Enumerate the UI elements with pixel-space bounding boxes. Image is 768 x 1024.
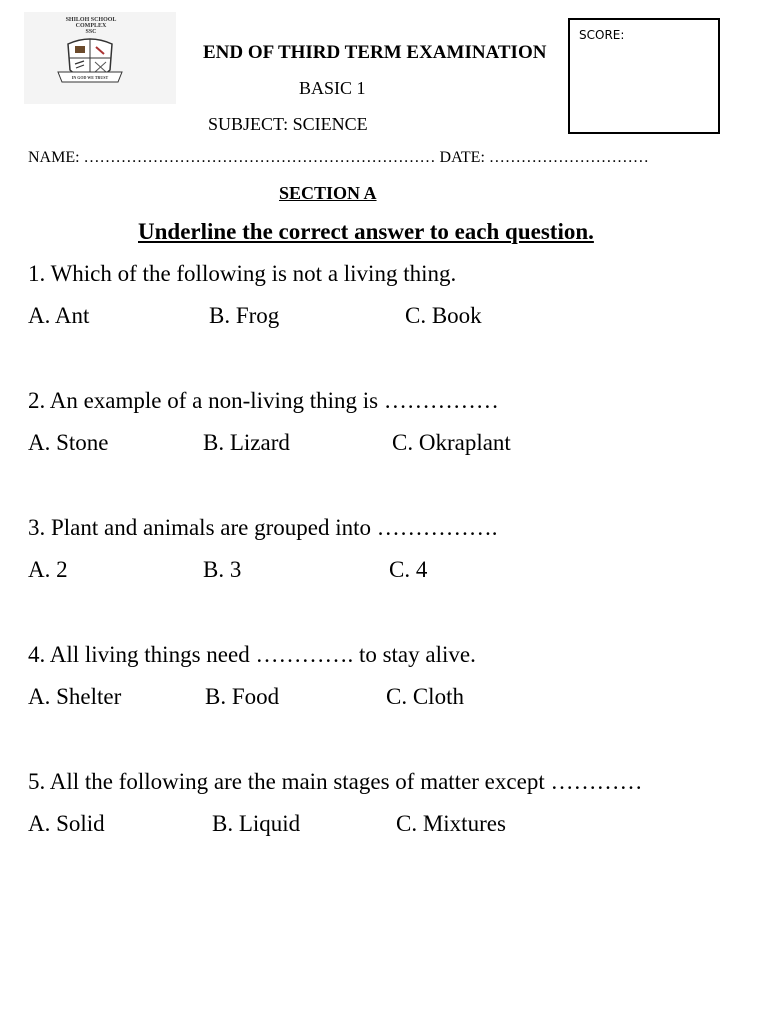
logo-school-abbr: SSC bbox=[85, 29, 97, 35]
score-box bbox=[568, 18, 720, 134]
q3-option-a: A. 2 bbox=[28, 557, 68, 582]
q5-option-b: B. Liquid bbox=[212, 811, 301, 836]
logo-school-name: SHILOH SCHOOL bbox=[65, 17, 117, 23]
question-1: 1. Which of the following is not a living thing. bbox=[28, 261, 457, 286]
school-logo bbox=[24, 12, 176, 104]
question-5: 5. All the following are the main stages of matter except ………… bbox=[28, 769, 643, 794]
q4-option-a: A. Shelter bbox=[28, 684, 122, 709]
logo-school-name-2: COMPLEX bbox=[75, 23, 107, 29]
q3-option-b: B. 3 bbox=[203, 557, 242, 582]
score-label: SCORE: bbox=[579, 28, 625, 42]
question-4: 4. All living things need …………. to stay alive. bbox=[28, 642, 476, 667]
q3-option-c: C. 4 bbox=[389, 557, 428, 582]
q2-option-a: A. Stone bbox=[28, 430, 109, 455]
q5-option-a: A. Solid bbox=[28, 811, 105, 836]
q1-option-a: A. Ant bbox=[28, 303, 90, 328]
q1-option-c: C. Book bbox=[405, 303, 482, 328]
subject-label: SUBJECT: SCIENCE bbox=[208, 114, 368, 134]
school-crest-icon bbox=[24, 12, 176, 104]
name-date-line: NAME: ………………………………………………………… DATE: ………………………… bbox=[28, 149, 649, 166]
q4-option-c: C. Cloth bbox=[386, 684, 464, 709]
exam-title: END OF THIRD TERM EXAMINATION bbox=[203, 42, 547, 63]
logo-motto: IN GOD WE TRUST bbox=[71, 75, 109, 80]
q2-option-b: B. Lizard bbox=[203, 430, 290, 455]
class-label: BASIC 1 bbox=[299, 78, 366, 98]
q1-option-b: B. Frog bbox=[209, 303, 280, 328]
question-2: 2. An example of a non-living thing is …………… bbox=[28, 388, 499, 413]
question-3: 3. Plant and animals are grouped into ……………. bbox=[28, 515, 498, 540]
section-title: SECTION A bbox=[279, 183, 377, 203]
q2-option-c: C. Okraplant bbox=[392, 430, 511, 455]
instruction-text: Underline the correct answer to each question. bbox=[138, 219, 594, 244]
q4-option-b: B. Food bbox=[205, 684, 280, 709]
q5-option-c: C. Mixtures bbox=[396, 811, 506, 836]
